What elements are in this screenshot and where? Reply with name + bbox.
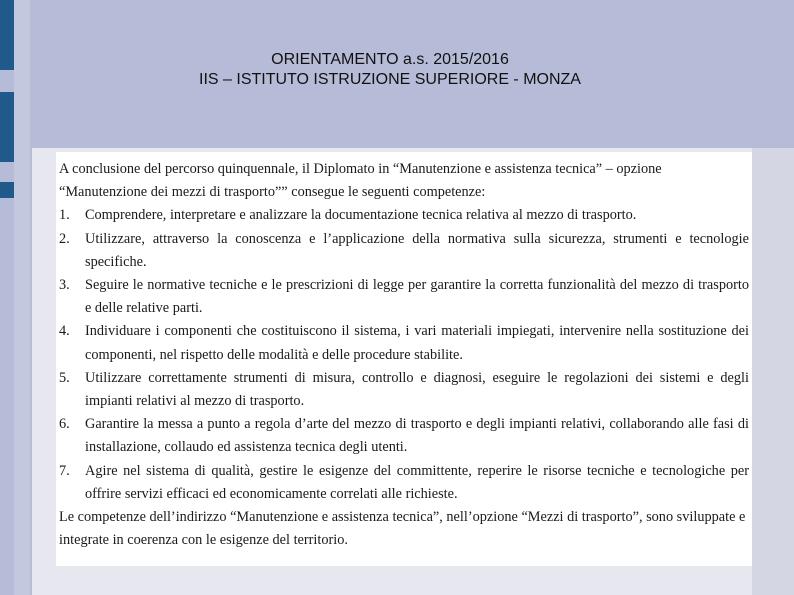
competences-list — [59, 204, 749, 506]
list-text: Individuare i componenti che costituiscono il sistema, i vari materiali impiegati, intervenire nella sostituzione dei componenti, nel rispetto delle modalità e delle procedure stabilite. — [85, 323, 749, 363]
list-text: Agire nel sistema di qualità, gestire le esigenze del committente, reperire le risorse tecniche e tecnologiche per offrire servizi efficaci ed economicamente correlati alle richieste. — [85, 462, 749, 502]
right-margin — [752, 148, 794, 595]
list-number: 2. — [59, 230, 70, 247]
closing-paragraph: Le competenze dell’indirizzo “Manutenzione e assistenza tecnica”, nell’opzione “Mezzi di trasporto”, sono sviluppate e integrate in coerenza con le esigenze del territorio. — [59, 509, 746, 549]
list-item — [59, 320, 749, 366]
list-number: 1. — [59, 207, 70, 224]
intro-paragraph: A conclusione del percorso quinquennale, il Diplomato in “Manutenzione e assistenza tecnica” – opzione “Manutenzione dei mezzi di trasporto”” consegue le seguenti competenze: — [59, 161, 662, 201]
left-band — [14, 0, 30, 595]
slide-title-line-1: ORIENTAMENTO a.s. 2015/2016 — [271, 51, 509, 68]
list-text: Garantire la messa a punto a regola d’arte del mezzo di trasporto e degli impianti relativi, collaborando alle fasi di installazione, collaudo ed assistenza tecnica degli utenti. — [85, 416, 749, 456]
list-item — [59, 413, 749, 459]
list-number: 3. — [59, 277, 70, 294]
accent-stripe-top — [0, 0, 14, 70]
list-item — [59, 460, 749, 506]
list-number: 5. — [59, 369, 70, 386]
list-text: Utilizzare correttamente strumenti di misura, controllo e diagnosi, eseguire le regolazioni dei sistemi e degli impianti relativi al mezzo di trasporto. — [85, 369, 749, 410]
accent-stripe-middle — [0, 92, 14, 162]
slide-title — [40, 50, 740, 90]
list-text: Seguire le normative tecniche e le prescrizioni di legge per garantire la corretta funzionalità del mezzo di trasporto e delle relative parti. — [85, 277, 749, 317]
document-image — [56, 152, 752, 566]
list-number: 6. — [59, 416, 70, 433]
accent-stripe-bottom — [0, 182, 14, 198]
slide-title-line-2: IIS – ISTITUTO ISTRUZIONE SUPERIORE - MONZA — [199, 71, 581, 88]
list-text: Comprendere, interpretare e analizzare la documentazione tecnica relativa al mezzo di trasporto. — [85, 207, 637, 224]
list-number: 4. — [59, 323, 70, 340]
list-item — [59, 204, 749, 227]
list-item — [59, 228, 749, 274]
list-number: 7. — [59, 462, 70, 479]
list-item — [59, 274, 749, 320]
list-text: Utilizzare, attraverso la conoscenza e l’applicazione della normativa sulla sicurezza, strumenti e tecnologie specifiche. — [85, 230, 749, 270]
list-item — [59, 367, 749, 413]
